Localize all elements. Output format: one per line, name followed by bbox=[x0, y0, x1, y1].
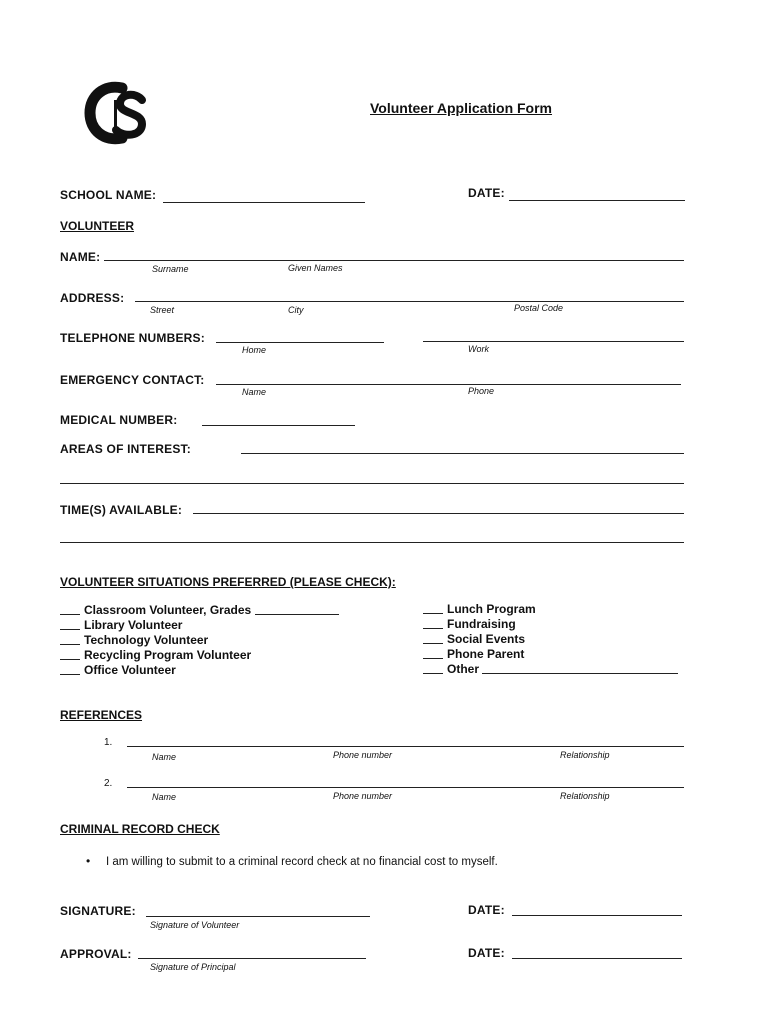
checkbox-line[interactable] bbox=[423, 643, 443, 644]
checkbox-line[interactable] bbox=[60, 644, 80, 645]
situation-label: Lunch Program bbox=[447, 602, 536, 616]
reference-phone-sublabel: Phone number bbox=[333, 750, 393, 760]
criminal-record-statement: I am willing to submit to a criminal record check at no financial cost to myself. bbox=[106, 856, 498, 868]
reference-relationship-sublabel: Relationship bbox=[560, 791, 610, 801]
other-field[interactable] bbox=[482, 673, 678, 674]
address-field[interactable] bbox=[135, 301, 684, 302]
situation-label: Office Volunteer bbox=[84, 663, 176, 677]
signature-sublabel: Signature of Volunteer bbox=[150, 920, 240, 930]
work-phone-field[interactable] bbox=[423, 341, 684, 342]
areas-of-interest-field[interactable] bbox=[241, 453, 684, 454]
approval-date-field[interactable] bbox=[512, 958, 682, 959]
reference-name-sublabel: Name bbox=[152, 792, 177, 802]
signature-date-label: DATE: bbox=[468, 903, 505, 917]
approval-sublabel: Signature of Principal bbox=[150, 962, 236, 972]
ec-phone-sublabel: Phone bbox=[468, 386, 495, 396]
medical-number-field[interactable] bbox=[202, 425, 355, 426]
situation-fundraising[interactable] bbox=[423, 617, 682, 632]
checkbox-line[interactable] bbox=[60, 659, 80, 660]
name-field[interactable] bbox=[104, 260, 684, 261]
form-title: Volunteer Application Form bbox=[370, 100, 553, 116]
city-sublabel: City bbox=[288, 305, 304, 315]
grades-field[interactable] bbox=[255, 614, 339, 615]
situation-phone-parent[interactable] bbox=[423, 647, 682, 662]
situation-lunch[interactable] bbox=[423, 602, 682, 617]
postal-code-sublabel: Postal Code bbox=[514, 303, 564, 313]
given-names-sublabel: Given Names bbox=[288, 263, 343, 273]
reference-1-field[interactable] bbox=[127, 746, 684, 747]
volunteer-heading: VOLUNTEER bbox=[60, 219, 135, 233]
reference-phone-sublabel: Phone number bbox=[333, 791, 393, 801]
situation-label: Classroom Volunteer, Grades bbox=[84, 603, 252, 617]
areas-of-interest-field-2[interactable] bbox=[60, 483, 684, 484]
criminal-record-heading: CRIMINAL RECORD CHECK bbox=[60, 822, 220, 836]
reference-2-field[interactable] bbox=[127, 787, 684, 788]
reference-number: 2. bbox=[104, 778, 113, 789]
checkbox-line[interactable] bbox=[423, 658, 443, 659]
approval-field[interactable] bbox=[138, 958, 366, 959]
checkbox-line[interactable] bbox=[423, 613, 443, 614]
reference-number: 1. bbox=[104, 737, 113, 748]
emergency-contact-field[interactable] bbox=[216, 384, 681, 385]
checkbox-line[interactable] bbox=[423, 628, 443, 629]
situation-label: Phone Parent bbox=[447, 647, 525, 661]
emergency-contact-label: EMERGENCY CONTACT: bbox=[60, 373, 205, 387]
surname-sublabel: Surname bbox=[152, 264, 189, 274]
medical-number-label: MEDICAL NUMBER: bbox=[60, 413, 178, 427]
school-name-label: SCHOOL NAME: bbox=[60, 188, 157, 202]
approval-date-label: DATE: bbox=[468, 946, 505, 960]
references-heading: REFERENCES bbox=[60, 708, 143, 722]
situation-recycling[interactable] bbox=[60, 648, 343, 663]
situation-label: Library Volunteer bbox=[84, 618, 183, 632]
signature-label: SIGNATURE: bbox=[60, 904, 136, 918]
times-available-field-2[interactable] bbox=[60, 542, 684, 543]
checkbox-line[interactable] bbox=[423, 673, 443, 674]
work-sublabel: Work bbox=[468, 344, 489, 354]
signature-date-field[interactable] bbox=[512, 915, 682, 916]
reference-relationship-sublabel: Relationship bbox=[560, 750, 610, 760]
times-available-label: TIME(S) AVAILABLE: bbox=[60, 503, 183, 517]
situation-label: Fundraising bbox=[447, 617, 516, 631]
situations-left-list bbox=[60, 603, 343, 678]
situation-technology[interactable] bbox=[60, 633, 343, 648]
checkbox-line[interactable] bbox=[60, 674, 80, 675]
home-phone-field[interactable] bbox=[216, 342, 384, 343]
home-sublabel: Home bbox=[242, 345, 267, 355]
signature-field[interactable] bbox=[146, 916, 370, 917]
name-label: NAME: bbox=[60, 250, 101, 264]
school-logo bbox=[84, 80, 150, 146]
approval-label: APPROVAL: bbox=[60, 947, 132, 961]
areas-of-interest-label: AREAS OF INTEREST: bbox=[60, 442, 191, 456]
reference-name-sublabel: Name bbox=[152, 752, 177, 762]
ec-name-sublabel: Name bbox=[242, 387, 267, 397]
situation-label: Recycling Program Volunteer bbox=[84, 648, 252, 662]
situation-social[interactable] bbox=[423, 632, 682, 647]
situation-classroom[interactable] bbox=[60, 603, 343, 618]
times-available-field[interactable] bbox=[193, 513, 684, 514]
situation-library[interactable] bbox=[60, 618, 343, 633]
bullet-icon: • bbox=[86, 854, 91, 868]
situation-other[interactable] bbox=[423, 662, 682, 677]
situation-label: Technology Volunteer bbox=[84, 633, 209, 647]
street-sublabel: Street bbox=[150, 305, 175, 315]
situations-heading: VOLUNTEER SITUATIONS PREFERRED (PLEASE CHECK): bbox=[60, 575, 396, 589]
situations-right-list bbox=[423, 602, 682, 677]
school-name-field[interactable] bbox=[163, 202, 365, 203]
situation-label: Other bbox=[447, 662, 480, 676]
situation-office[interactable] bbox=[60, 663, 343, 678]
checkbox-line[interactable] bbox=[60, 614, 80, 615]
address-label: ADDRESS: bbox=[60, 291, 125, 305]
situation-label: Social Events bbox=[447, 632, 526, 646]
cs-logo-icon bbox=[84, 80, 150, 146]
date-label: DATE: bbox=[468, 186, 505, 200]
telephone-label: TELEPHONE NUMBERS: bbox=[60, 331, 205, 345]
date-field[interactable] bbox=[509, 200, 685, 201]
checkbox-line[interactable] bbox=[60, 629, 80, 630]
